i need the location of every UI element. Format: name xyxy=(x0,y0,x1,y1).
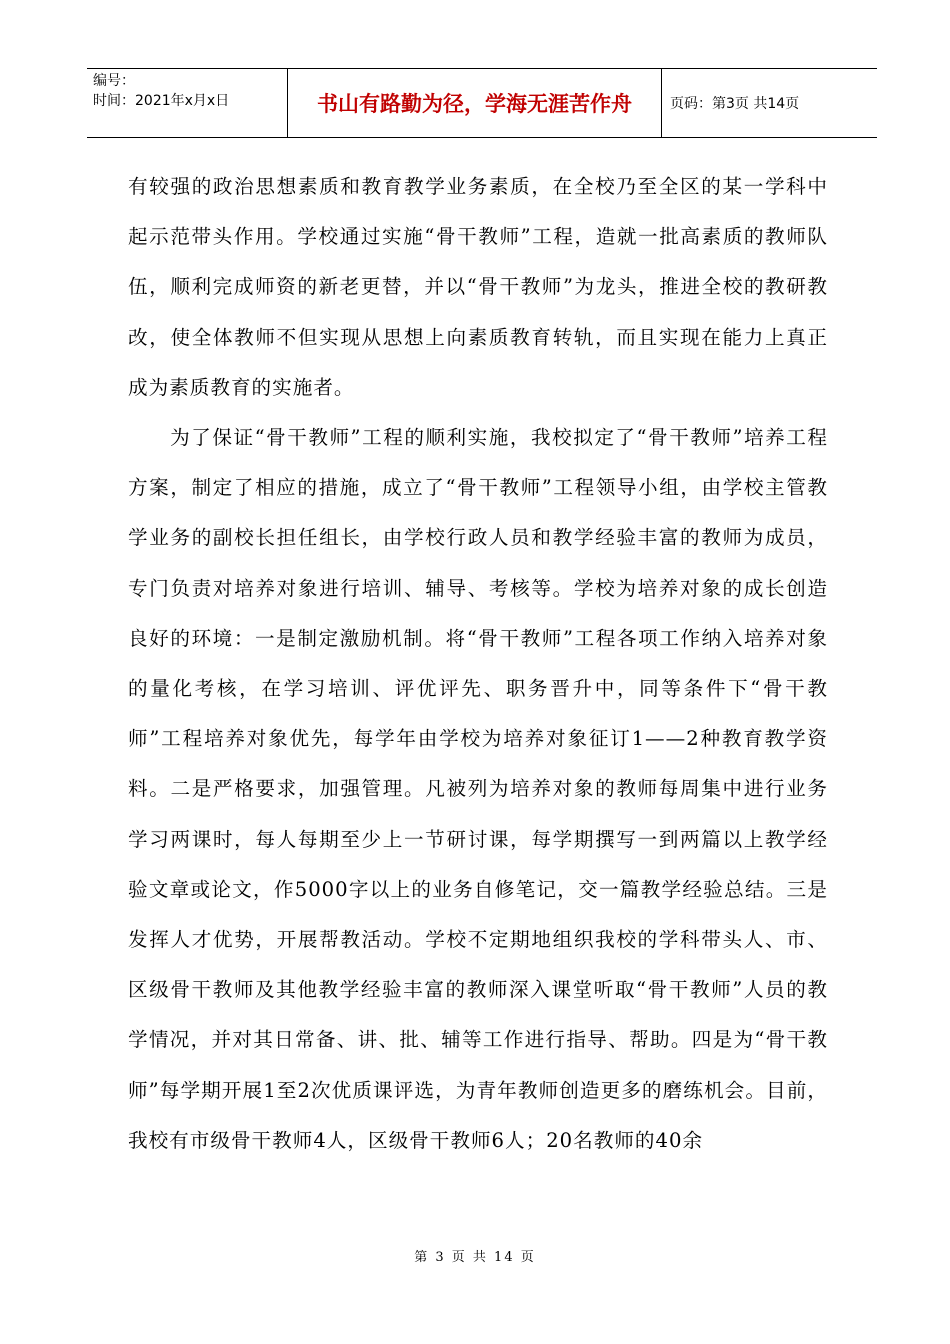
page-footer: 第 3 页 共 14 页 xyxy=(414,1250,536,1265)
paragraph-1: 有较强的政治思想素质和教育教学业务素质，在全校乃至全区的某一学科中起示范带头作用。学校通过实施“骨干教师”工程，造就一批高素质的教师队伍，顺利完成师资的新老更替，并以“骨干教师”为龙头，推进全校的教研教改，使全体教师不但实现从思想上向素质教育转轨，而且实现在能力上真正成为素质教育的实施者。 xyxy=(128,175,828,399)
document-time-label: 时间：2021年x月x日 xyxy=(93,93,230,109)
paragraph-2: 为了保证“骨干教师”工程的顺利实施，我校拟定了“骨干教师”培养工程方案，制定了相应的措施，成立了“骨干教师”工程领导小组，由学校主管教学业务的副校长担任组长，由学校行政人员和教学经验丰富的教师为成员，专门负责对培养对象进行培训、辅导、考核等。学校为培养对象的成长创造良好的环境：一是制定激励机制。将“骨干教师”工程各项工作纳入培养对象的量化考核，在学习培训、评优评先、职务晋升中，同等条件下“骨干教师”工程培养对象优先，每学年由学校为培养对象征订1——2种教育教学资料。二是严格要求，加强管理。凡被列为培养对象的教师每周集中进行业务学习两课时，每人每期至少上一节研讨课，每学期撰写一到两篇以上教学经验文章或论文，作5000字以上的业务自修笔记，交一篇教学经验总结。三是发挥人才优势，开展帮教活动。学校不定期地组织我校的学科带头人、市、区级骨干教师及其他教学经验丰富的教师深入课堂听取“骨干教师”人员的教学情况，并对其日常备、讲、批、辅等工作进行指导、帮助。四是为“骨干教师”每学期开展1至2次优质课评选，为青年教师创造更多的磨练机会。目前，我校有市级骨干教师4人，区级骨干教师6人；20名教师的40余 xyxy=(128,426,828,1152)
header-motto: 书山有路勤为径，学海无涯苦作舟 xyxy=(287,69,662,137)
document-number-label: 编号： xyxy=(93,73,135,89)
page-header xyxy=(87,68,877,138)
header-page-label: 页码：第3页 共14页 xyxy=(670,96,800,112)
header-meta xyxy=(87,69,287,137)
document-body xyxy=(128,162,828,1166)
